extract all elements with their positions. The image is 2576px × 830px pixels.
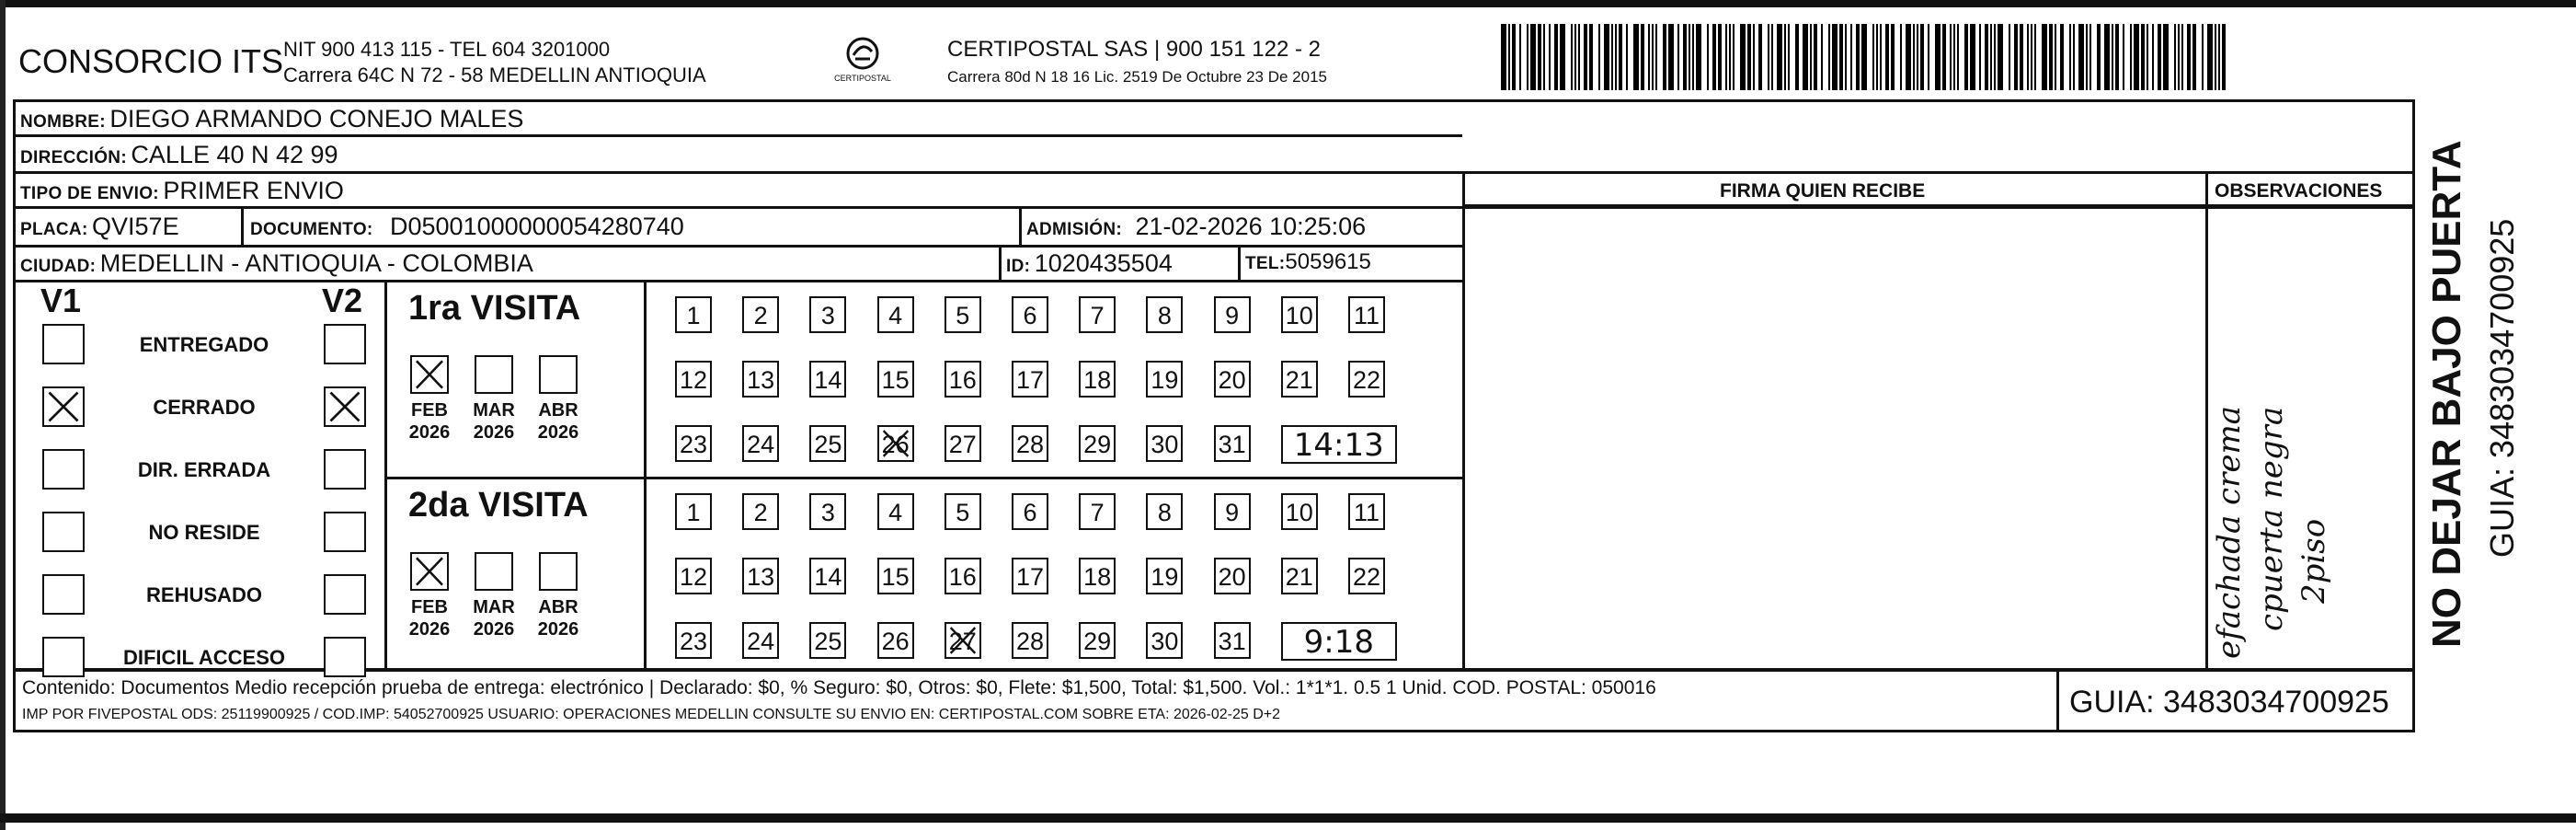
v2-checkbox[interactable] bbox=[324, 512, 366, 552]
status-label: CERRADO bbox=[153, 396, 256, 419]
col-line bbox=[241, 206, 244, 247]
barcode bbox=[1501, 24, 2229, 90]
day-box-21[interactable]: 21 bbox=[1281, 558, 1318, 594]
v1-checkbox[interactable] bbox=[42, 386, 85, 427]
barcode-bar bbox=[2115, 24, 2119, 90]
barcode-bar bbox=[1652, 24, 1654, 90]
barcode-bar bbox=[1839, 24, 1843, 90]
row-line bbox=[1462, 171, 2415, 174]
month-name: MAR bbox=[473, 597, 515, 617]
month-label bbox=[532, 399, 584, 444]
day-box-9[interactable]: 9 bbox=[1214, 493, 1251, 530]
row-line bbox=[384, 477, 1462, 479]
v2-checkbox[interactable] bbox=[324, 574, 366, 615]
month-name: ABR bbox=[538, 400, 578, 421]
carrier-address: Carrera 80d N 18 16 Lic. 2519 De Octubre 23 De 2015 bbox=[947, 68, 1327, 86]
month-checkbox[interactable] bbox=[410, 552, 449, 591]
barcode-bar bbox=[2060, 24, 2064, 90]
barcode-bar bbox=[1990, 24, 1992, 90]
barcode-bar bbox=[1970, 24, 1975, 90]
day-box-13[interactable]: 13 bbox=[742, 361, 779, 398]
barcode-bar bbox=[1928, 24, 1929, 90]
day-box-13[interactable]: 13 bbox=[742, 558, 779, 594]
day-box-23[interactable]: 23 bbox=[675, 622, 712, 659]
v2-checkbox[interactable] bbox=[324, 386, 366, 427]
observacion-line: efachada crema bbox=[2211, 406, 2248, 659]
month-name: ABR bbox=[538, 597, 578, 617]
barcode-bar bbox=[1683, 24, 1687, 90]
row-line bbox=[13, 171, 1462, 174]
day-box-6[interactable]: 6 bbox=[1012, 493, 1048, 530]
barcode-bar bbox=[2049, 24, 2053, 90]
barcode-bar bbox=[2112, 24, 2113, 90]
documento-cell: DOCUMENTO: D05001000000054280740 bbox=[250, 213, 684, 240]
barcode-bar bbox=[1985, 24, 1988, 90]
day-box-3[interactable]: 3 bbox=[809, 493, 846, 530]
barcode-bar bbox=[1758, 24, 1762, 90]
barcode-bar bbox=[2069, 24, 2071, 90]
barcode-bar bbox=[1942, 24, 1946, 90]
v1-checkbox[interactable] bbox=[42, 324, 85, 364]
barcode-bar bbox=[1917, 24, 1918, 90]
barcode-bar bbox=[1584, 24, 1587, 90]
v1-checkbox[interactable] bbox=[42, 449, 85, 490]
tel-cell: TEL:5059615 bbox=[1245, 249, 1371, 274]
observacion-line: 2piso bbox=[2296, 518, 2332, 604]
status-label: DIFICIL ACCESO bbox=[122, 646, 285, 669]
barcode-bar bbox=[1994, 24, 1996, 90]
barcode-bar bbox=[1788, 24, 1790, 90]
barcode-bar bbox=[1626, 24, 1628, 90]
month-year: 2026 bbox=[408, 422, 451, 443]
day-box-7[interactable]: 7 bbox=[1079, 493, 1116, 530]
status-label: DIR. ERRADA bbox=[137, 458, 271, 481]
v1-checkbox[interactable] bbox=[42, 574, 85, 615]
id-value: 1020435504 bbox=[1034, 249, 1173, 277]
barcode-bar bbox=[2141, 24, 2145, 90]
barcode-bar bbox=[1935, 24, 1941, 90]
certipostal-logo-icon bbox=[826, 35, 899, 90]
month-checkbox[interactable] bbox=[539, 355, 578, 394]
col-line bbox=[644, 280, 647, 670]
nombre-value: DIEGO ARMANDO CONEJO MALES bbox=[109, 105, 524, 133]
barcode-bar bbox=[1850, 24, 1852, 90]
barcode-bar bbox=[1784, 24, 1786, 90]
barcode-bar bbox=[1828, 24, 1830, 90]
month-name: FEB bbox=[411, 597, 448, 617]
ciudad-value: MEDELLIN - ANTIOQUIA - COLOMBIA bbox=[99, 249, 533, 277]
carrier-line: CERTIPOSTAL SAS | 900 151 122 - 2 bbox=[947, 37, 1321, 62]
day-box-1[interactable]: 1 bbox=[675, 493, 712, 530]
day-box-20[interactable]: 20 bbox=[1214, 361, 1251, 398]
barcode-bar bbox=[1696, 24, 1701, 90]
day-box-10[interactable]: 10 bbox=[1281, 493, 1318, 530]
barcode-bar bbox=[1979, 24, 1981, 90]
col-line bbox=[1019, 206, 1022, 247]
barcode-bar bbox=[1777, 24, 1782, 90]
day-box-4[interactable]: 4 bbox=[877, 296, 914, 333]
bottom-edge bbox=[0, 813, 2576, 823]
barcode-bar bbox=[1589, 24, 1593, 90]
month-label bbox=[468, 399, 520, 444]
barcode-bar bbox=[1611, 24, 1613, 90]
day-box-8[interactable]: 8 bbox=[1146, 296, 1183, 333]
barcode-bar bbox=[2152, 24, 2154, 90]
visit-title: 1ra VISITA bbox=[408, 289, 581, 328]
day-box-16[interactable]: 16 bbox=[945, 558, 981, 594]
day-box-25[interactable]: 25 bbox=[809, 622, 846, 659]
barcode-bar bbox=[1861, 24, 1867, 90]
side-guia: GUIA: 3483034700925 bbox=[2483, 218, 2521, 558]
barcode-bar bbox=[2097, 24, 2101, 90]
month-year: 2026 bbox=[473, 422, 515, 443]
day-box-19[interactable]: 19 bbox=[1146, 361, 1183, 398]
direccion-row: DIRECCIÓN: CALLE 40 N 42 99 bbox=[20, 141, 338, 168]
barcode-bar bbox=[1571, 24, 1573, 90]
day-box-11[interactable]: 11 bbox=[1348, 493, 1385, 530]
admision-cell: ADMISIÓN: 21-02-2026 10:25:06 bbox=[1026, 213, 1367, 240]
barcode-bar bbox=[1663, 24, 1666, 90]
day-box-15[interactable]: 15 bbox=[877, 361, 914, 398]
day-box-22[interactable]: 22 bbox=[1348, 558, 1385, 594]
barcode-bar bbox=[1519, 24, 1521, 90]
barcode-bar bbox=[2073, 24, 2075, 90]
day-box-28[interactable]: 28 bbox=[1012, 425, 1048, 462]
month-label bbox=[404, 596, 455, 640]
barcode-bar bbox=[1814, 24, 1817, 90]
barcode-bar bbox=[1950, 24, 1952, 90]
barcode-bar bbox=[1953, 24, 1955, 90]
day-box-20[interactable]: 20 bbox=[1214, 558, 1251, 594]
day-box-7[interactable]: 7 bbox=[1079, 296, 1116, 333]
barcode-bar bbox=[1648, 24, 1650, 90]
day-box-18[interactable]: 18 bbox=[1079, 558, 1116, 594]
barcode-bar bbox=[1906, 24, 1911, 90]
month-year: 2026 bbox=[473, 619, 515, 640]
barcode-bar bbox=[1880, 24, 1882, 90]
day-box-1[interactable]: 1 bbox=[675, 296, 712, 333]
month-name: FEB bbox=[411, 400, 448, 421]
visit-time: 9:18 bbox=[1281, 622, 1397, 661]
day-box-14[interactable]: 14 bbox=[809, 558, 846, 594]
placa-value: QVI57E bbox=[92, 213, 179, 240]
month-label bbox=[532, 596, 584, 640]
barcode-bar bbox=[1707, 24, 1709, 90]
barcode-bar bbox=[2089, 24, 2091, 90]
barcode-bar bbox=[1554, 24, 1558, 90]
tipo-value: PRIMER ENVIO bbox=[163, 177, 344, 204]
col-line bbox=[2205, 171, 2208, 670]
barcode-bar bbox=[1527, 24, 1528, 90]
day-box-27[interactable]: 27 bbox=[945, 425, 981, 462]
barcode-bar bbox=[1768, 24, 1769, 90]
day-box-12[interactable]: 12 bbox=[675, 361, 712, 398]
day-box-27[interactable]: 27 bbox=[945, 622, 981, 659]
barcode-bar bbox=[1712, 24, 1716, 90]
day-box-19[interactable]: 19 bbox=[1146, 558, 1183, 594]
footer-contenido: Contenido: Documentos Medio recepción prueba de entrega: electrónico | Declarado: $0, % Seguro: $0, Otros: $0, Flete: $1,500, Total: $1,500. Vol.: 1*1*1. 0.5 1 Unid. COD. POSTAL: 050016 bbox=[22, 677, 1656, 698]
v2-checkbox[interactable] bbox=[324, 324, 366, 364]
barcode-bar bbox=[1677, 24, 1679, 90]
barcode-bar bbox=[1508, 24, 1510, 90]
barcode-bar bbox=[1619, 24, 1622, 90]
barcode-bar bbox=[1530, 24, 1536, 90]
barcode-bar bbox=[2104, 24, 2110, 90]
barcode-bar bbox=[2181, 24, 2183, 90]
visit-time: 14:13 bbox=[1281, 425, 1397, 464]
barcode-bar bbox=[1725, 24, 1727, 90]
barcode-bar bbox=[2222, 24, 2226, 90]
day-box-23[interactable]: 23 bbox=[675, 425, 712, 462]
col-line bbox=[384, 280, 387, 670]
day-box-17[interactable]: 17 bbox=[1012, 361, 1048, 398]
barcode-bar bbox=[1560, 24, 1565, 90]
barcode-bar bbox=[2202, 24, 2204, 90]
barcode-bar bbox=[1633, 24, 1639, 90]
day-box-5[interactable]: 5 bbox=[945, 493, 981, 530]
barcode-bar bbox=[1891, 24, 1895, 90]
tel-value: 5059615 bbox=[1285, 249, 1371, 274]
day-box-30[interactable]: 30 bbox=[1146, 622, 1183, 659]
row-line bbox=[13, 245, 1462, 248]
day-box-25[interactable]: 25 bbox=[809, 425, 846, 462]
day-box-15[interactable]: 15 bbox=[877, 558, 914, 594]
barcode-bar bbox=[1733, 24, 1735, 90]
barcode-bar bbox=[1845, 24, 1847, 90]
admision-value: 21-02-2026 10:25:06 bbox=[1135, 213, 1367, 240]
day-box-11[interactable]: 11 bbox=[1348, 296, 1385, 333]
barcode-bar bbox=[1729, 24, 1731, 90]
barcode-bar bbox=[2086, 24, 2088, 90]
placa-cell: PLACA: QVI57E bbox=[20, 213, 179, 240]
col-line bbox=[999, 245, 1002, 282]
barcode-bar bbox=[1543, 24, 1545, 90]
day-box-16[interactable]: 16 bbox=[945, 361, 981, 398]
barcode-bar bbox=[1604, 24, 1609, 90]
row-line bbox=[13, 280, 1462, 282]
barcode-bar bbox=[1810, 24, 1812, 90]
nombre-row: NOMBRE: DIEGO ARMANDO CONEJO MALES bbox=[20, 105, 524, 133]
barcode-bar bbox=[1920, 24, 1924, 90]
barcode-bar bbox=[1771, 24, 1773, 90]
barcode-bar bbox=[1913, 24, 1915, 90]
day-box-2[interactable]: 2 bbox=[742, 296, 779, 333]
barcode-bar bbox=[2192, 24, 2196, 90]
day-box-6[interactable]: 6 bbox=[1012, 296, 1048, 333]
row-line bbox=[1462, 204, 2415, 207]
month-name: MAR bbox=[473, 400, 515, 421]
month-label bbox=[468, 596, 520, 640]
day-box-29[interactable]: 29 bbox=[1079, 622, 1116, 659]
month-checkbox[interactable] bbox=[539, 552, 578, 591]
day-box-28[interactable]: 28 bbox=[1012, 622, 1048, 659]
carrier-info bbox=[947, 37, 1327, 86]
barcode-bar bbox=[2014, 24, 2018, 90]
day-box-12[interactable]: 12 bbox=[675, 558, 712, 594]
barcode-bar bbox=[2147, 24, 2148, 90]
day-box-26[interactable]: 26 bbox=[877, 425, 914, 462]
barcode-bar bbox=[1501, 24, 1506, 90]
day-box-24[interactable]: 24 bbox=[742, 622, 779, 659]
v2-checkbox[interactable] bbox=[324, 449, 366, 490]
barcode-bar bbox=[2042, 24, 2047, 90]
barcode-bar bbox=[1718, 24, 1722, 90]
svg-text:CERTIPOSTAL: CERTIPOSTAL bbox=[834, 74, 891, 83]
day-box-18[interactable]: 18 bbox=[1079, 361, 1116, 398]
barcode-bar bbox=[2178, 24, 2180, 90]
barcode-bar bbox=[1668, 24, 1674, 90]
barcode-bar bbox=[1821, 24, 1823, 90]
barcode-bar bbox=[2031, 24, 2032, 90]
side-note: NO DEJAR BAJO PUERTA bbox=[2424, 140, 2469, 648]
col-line bbox=[1462, 171, 1465, 670]
barcode-bar bbox=[2020, 24, 2023, 90]
observaciones-header: OBSERVACIONES bbox=[2215, 180, 2383, 202]
barcode-bar bbox=[1832, 24, 1838, 90]
barcode-bar bbox=[1876, 24, 1878, 90]
observacion-line: cpuerta negra bbox=[2253, 406, 2290, 631]
day-box-21[interactable]: 21 bbox=[1281, 361, 1318, 398]
barcode-bar bbox=[1689, 24, 1690, 90]
month-year: 2026 bbox=[408, 619, 451, 640]
barcode-bar bbox=[1692, 24, 1694, 90]
barcode-bar bbox=[1998, 24, 2003, 90]
col-line bbox=[1238, 245, 1241, 282]
barcode-bar bbox=[1747, 24, 1751, 90]
month-year: 2026 bbox=[537, 619, 579, 640]
barcode-bar bbox=[1512, 24, 1516, 90]
barcode-bar bbox=[2055, 24, 2056, 90]
barcode-bar bbox=[1598, 24, 1600, 90]
barcode-bar bbox=[1578, 24, 1580, 90]
barcode-bar bbox=[1856, 24, 1860, 90]
v1-header: V1 bbox=[40, 282, 82, 319]
footer-imp: IMP POR FIVEPOSTAL ODS: 25119900925 / COD.IMP: 54052700925 USUARIO: OPERACIONES MEDELLIN CONSULTE SU ENVIO EN: CERTIPOSTAL.COM SOBRE ETA: 2026-02-25 D+2 bbox=[22, 707, 1281, 722]
month-label bbox=[404, 399, 455, 444]
barcode-bar bbox=[1740, 24, 1746, 90]
ciudad-cell: CIUDAD: MEDELLIN - ANTIOQUIA - COLOMBIA bbox=[20, 249, 533, 277]
barcode-bar bbox=[1655, 24, 1657, 90]
barcode-bar bbox=[2215, 24, 2216, 90]
visit-title: 2da VISITA bbox=[408, 486, 589, 525]
day-box-31[interactable]: 31 bbox=[1214, 425, 1251, 462]
barcode-bar bbox=[2027, 24, 2029, 90]
barcode-bar bbox=[1803, 24, 1808, 90]
day-box-5[interactable]: 5 bbox=[945, 296, 981, 333]
barcode-bar bbox=[2187, 24, 2191, 90]
day-box-26[interactable]: 26 bbox=[877, 622, 914, 659]
v2-header: V2 bbox=[322, 282, 363, 319]
day-box-30[interactable]: 30 bbox=[1146, 425, 1183, 462]
barcode-bar bbox=[1795, 24, 1799, 90]
left-edge bbox=[0, 0, 6, 830]
barcode-bar bbox=[1957, 24, 1959, 90]
day-box-14[interactable]: 14 bbox=[809, 361, 846, 398]
day-box-22[interactable]: 22 bbox=[1348, 361, 1385, 398]
row-line bbox=[13, 134, 1462, 137]
barcode-bar bbox=[2134, 24, 2139, 90]
barcode-bar bbox=[1538, 24, 1541, 90]
company-info bbox=[283, 37, 706, 88]
barcode-bar bbox=[2009, 24, 2010, 90]
barcode-bar bbox=[2174, 24, 2176, 90]
month-checkbox[interactable] bbox=[475, 355, 513, 394]
day-box-29[interactable]: 29 bbox=[1079, 425, 1116, 462]
direccion-value: CALLE 40 N 42 99 bbox=[131, 141, 338, 168]
nit-line: NIT 900 413 115 - TEL 604 3201000 bbox=[283, 38, 611, 61]
v1-checkbox[interactable] bbox=[42, 512, 85, 552]
day-box-17[interactable]: 17 bbox=[1012, 558, 1048, 594]
day-box-24[interactable]: 24 bbox=[742, 425, 779, 462]
top-edge bbox=[0, 0, 2576, 7]
day-box-3[interactable]: 3 bbox=[809, 296, 846, 333]
id-cell: ID: 1020435504 bbox=[1006, 249, 1173, 277]
company-name: CONSORCIO ITS bbox=[18, 42, 284, 80]
barcode-bar bbox=[1641, 24, 1644, 90]
month-checkbox[interactable] bbox=[410, 355, 449, 394]
barcode-bar bbox=[2207, 24, 2213, 90]
barcode-bar bbox=[1549, 24, 1551, 90]
day-box-9[interactable]: 9 bbox=[1214, 296, 1251, 333]
status-label: REHUSADO bbox=[146, 583, 262, 606]
barcode-bar bbox=[1872, 24, 1874, 90]
company-address: Carrera 64C N 72 - 58 MEDELLIN ANTIOQUIA bbox=[283, 63, 706, 86]
status-label: NO RESIDE bbox=[148, 521, 260, 544]
barcode-bar bbox=[1885, 24, 1889, 90]
status-label: ENTREGADO bbox=[139, 333, 269, 356]
day-box-10[interactable]: 10 bbox=[1281, 296, 1318, 333]
barcode-bar bbox=[1753, 24, 1755, 90]
day-box-2[interactable]: 2 bbox=[742, 493, 779, 530]
barcode-bar bbox=[1964, 24, 1968, 90]
day-box-4[interactable]: 4 bbox=[877, 493, 914, 530]
barcode-bar bbox=[2078, 24, 2084, 90]
barcode-bar bbox=[1615, 24, 1617, 90]
barcode-bar bbox=[1574, 24, 1576, 90]
barcode-bar bbox=[2158, 24, 2161, 90]
firma-header: FIRMA QUIEN RECIBE bbox=[1720, 180, 1926, 202]
day-box-31[interactable]: 31 bbox=[1214, 622, 1251, 659]
barcode-bar bbox=[2130, 24, 2132, 90]
month-year: 2026 bbox=[537, 422, 579, 443]
month-checkbox[interactable] bbox=[475, 552, 513, 591]
documento-value: D05001000000054280740 bbox=[390, 213, 684, 240]
barcode-bar bbox=[2163, 24, 2169, 90]
footer-guia: GUIA: 3483034700925 bbox=[2069, 685, 2389, 720]
barcode-bar bbox=[1900, 24, 1902, 90]
tipo-row: TIPO DE ENVIO: PRIMER ENVIO bbox=[20, 177, 344, 204]
day-box-8[interactable]: 8 bbox=[1146, 493, 1183, 530]
barcode-bar bbox=[2218, 24, 2220, 90]
barcode-bar bbox=[2034, 24, 2036, 90]
barcode-bar bbox=[2123, 24, 2124, 90]
